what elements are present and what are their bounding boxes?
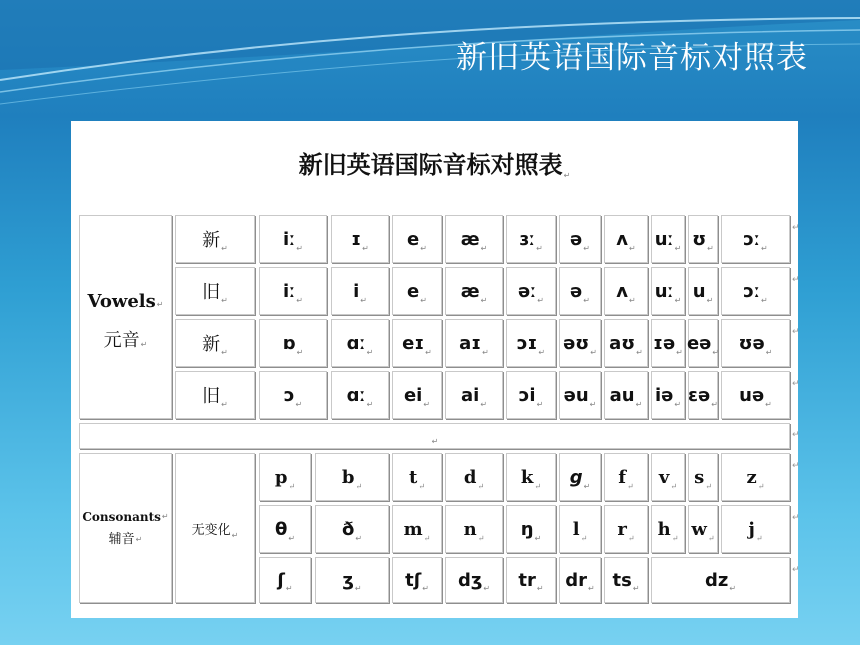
consonant-cell: ts ↵ <box>604 557 648 603</box>
vowel-cell: iː ↵ <box>259 215 327 263</box>
consonant-cell: ʒ ↵ <box>315 557 389 603</box>
consonant-cell: j ↵ <box>721 505 790 553</box>
row-end-mark: ↵ <box>792 461 800 471</box>
consonant-cell: ʃ ↵ <box>259 557 311 603</box>
vowel-cell: ɔ ↵ <box>259 371 327 419</box>
vowel-cell: ɔi ↵ <box>506 371 556 419</box>
vowel-cell: ai ↵ <box>445 371 503 419</box>
vowel-cell: e ↵ <box>392 215 442 263</box>
vowel-cell: ɪə ↵ <box>651 319 685 367</box>
consonant-cell: tr ↵ <box>506 557 556 603</box>
row-end-mark: ↵ <box>792 275 800 285</box>
consonant-cell: ð ↵ <box>315 505 389 553</box>
vowel-cell: ɛə ↵ <box>688 371 718 419</box>
vowel-cell: uə ↵ <box>721 371 790 419</box>
phonetic-table <box>79 215 790 603</box>
vowel-cell: ɑː ↵ <box>331 319 389 367</box>
vowel-cell: æ ↵ <box>445 215 503 263</box>
consonant-cell: z ↵ <box>721 453 790 501</box>
consonants-label-en: Consonants <box>82 509 161 524</box>
vowels-label-cell: Vowels ↵ 元音 ↵ <box>79 215 172 419</box>
consonant-cell: w ↵ <box>688 505 718 553</box>
vowel-cell: ɒ ↵ <box>259 319 327 367</box>
consonant-cell: d ↵ <box>445 453 503 501</box>
document-title: 新旧英语国际音标对照表↵ <box>298 151 571 180</box>
consonant-cell: r ↵ <box>604 505 648 553</box>
slide-title: 新旧英语国际音标对照表 <box>456 40 808 76</box>
row-end-mark: ↵ <box>792 379 800 389</box>
document-title-text: 新旧英语国际音标对照表 <box>298 151 563 179</box>
consonant-cell: p ↵ <box>259 453 311 501</box>
vowel-cell: əʊ ↵ <box>559 319 601 367</box>
vowel-cell: ʌ ↵ <box>604 215 648 263</box>
vowel-cell: iː ↵ <box>259 267 327 315</box>
vowel-cell: ɔː ↵ <box>721 267 790 315</box>
row-end-mark: ↵ <box>792 327 800 337</box>
vowel-row-tag: 旧 ↵ <box>175 267 255 315</box>
row-end-mark: ↵ <box>792 430 800 440</box>
row-end-mark: ↵ <box>792 223 800 233</box>
consonant-cell: g ↵ <box>559 453 601 501</box>
vowel-cell: ʊə ↵ <box>721 319 790 367</box>
consonant-cell: n ↵ <box>445 505 503 553</box>
vowel-cell: ei ↵ <box>392 371 442 419</box>
consonant-cell: ŋ ↵ <box>506 505 556 553</box>
vowel-cell: ʊ ↵ <box>688 215 718 263</box>
vowel-cell: ɔː ↵ <box>721 215 790 263</box>
consonant-cell: dr ↵ <box>559 557 601 603</box>
consonant-cell: t ↵ <box>392 453 442 501</box>
vowel-cell: ə ↵ <box>559 267 601 315</box>
vowel-cell: ɪ ↵ <box>331 215 389 263</box>
vowel-cell: e ↵ <box>392 267 442 315</box>
vowel-cell: uː ↵ <box>651 267 685 315</box>
consonant-cell: tʃ ↵ <box>392 557 442 603</box>
vowel-cell: aɪ ↵ <box>445 319 503 367</box>
consonant-cell: h ↵ <box>651 505 685 553</box>
vowels-label-en: Vowels <box>87 290 156 312</box>
vowel-row-tag: 旧 ↵ <box>175 371 255 419</box>
vowel-cell: əu ↵ <box>559 371 601 419</box>
row-end-mark: ↵ <box>792 565 800 575</box>
vowel-cell: eə ↵ <box>688 319 718 367</box>
vowel-cell: eɪ ↵ <box>392 319 442 367</box>
vowel-row-tag: 新 ↵ <box>175 319 255 367</box>
vowel-row-tag: 新 ↵ <box>175 215 255 263</box>
vowel-cell: u ↵ <box>688 267 718 315</box>
consonant-cell: f ↵ <box>604 453 648 501</box>
consonant-cell: dz ↵ <box>651 557 790 603</box>
vowel-cell: i ↵ <box>331 267 389 315</box>
consonants-tag-cell: 无变化 ↵ <box>175 453 255 603</box>
consonants-label-zh: 辅音 <box>108 531 135 547</box>
vowel-cell: ə ↵ <box>559 215 601 263</box>
consonant-cell: b ↵ <box>315 453 389 501</box>
vowel-cell: ʌ ↵ <box>604 267 648 315</box>
vowel-cell: iə ↵ <box>651 371 685 419</box>
separator-row: ↵ <box>79 423 790 449</box>
consonant-cell: s ↵ <box>688 453 718 501</box>
vowels-label-zh: 元音 <box>103 329 140 351</box>
vowel-cell: ɑː ↵ <box>331 371 389 419</box>
consonant-cell: l ↵ <box>559 505 601 553</box>
consonants-label-cell: Consonants ↵ 辅音 ↵ <box>79 453 172 603</box>
vowel-cell: əː ↵ <box>506 267 556 315</box>
vowel-cell: uː ↵ <box>651 215 685 263</box>
consonant-cell: m ↵ <box>392 505 442 553</box>
vowel-cell: aʊ ↵ <box>604 319 648 367</box>
consonant-cell: v ↵ <box>651 453 685 501</box>
vowel-cell: ɔɪ ↵ <box>506 319 556 367</box>
consonant-cell: θ ↵ <box>259 505 311 553</box>
vowel-cell: æ ↵ <box>445 267 503 315</box>
consonant-cell: k ↵ <box>506 453 556 501</box>
row-end-mark: ↵ <box>792 513 800 523</box>
vowel-cell: au ↵ <box>604 371 648 419</box>
consonant-cell: dʒ ↵ <box>445 557 503 603</box>
vowel-cell: ɜː ↵ <box>506 215 556 263</box>
